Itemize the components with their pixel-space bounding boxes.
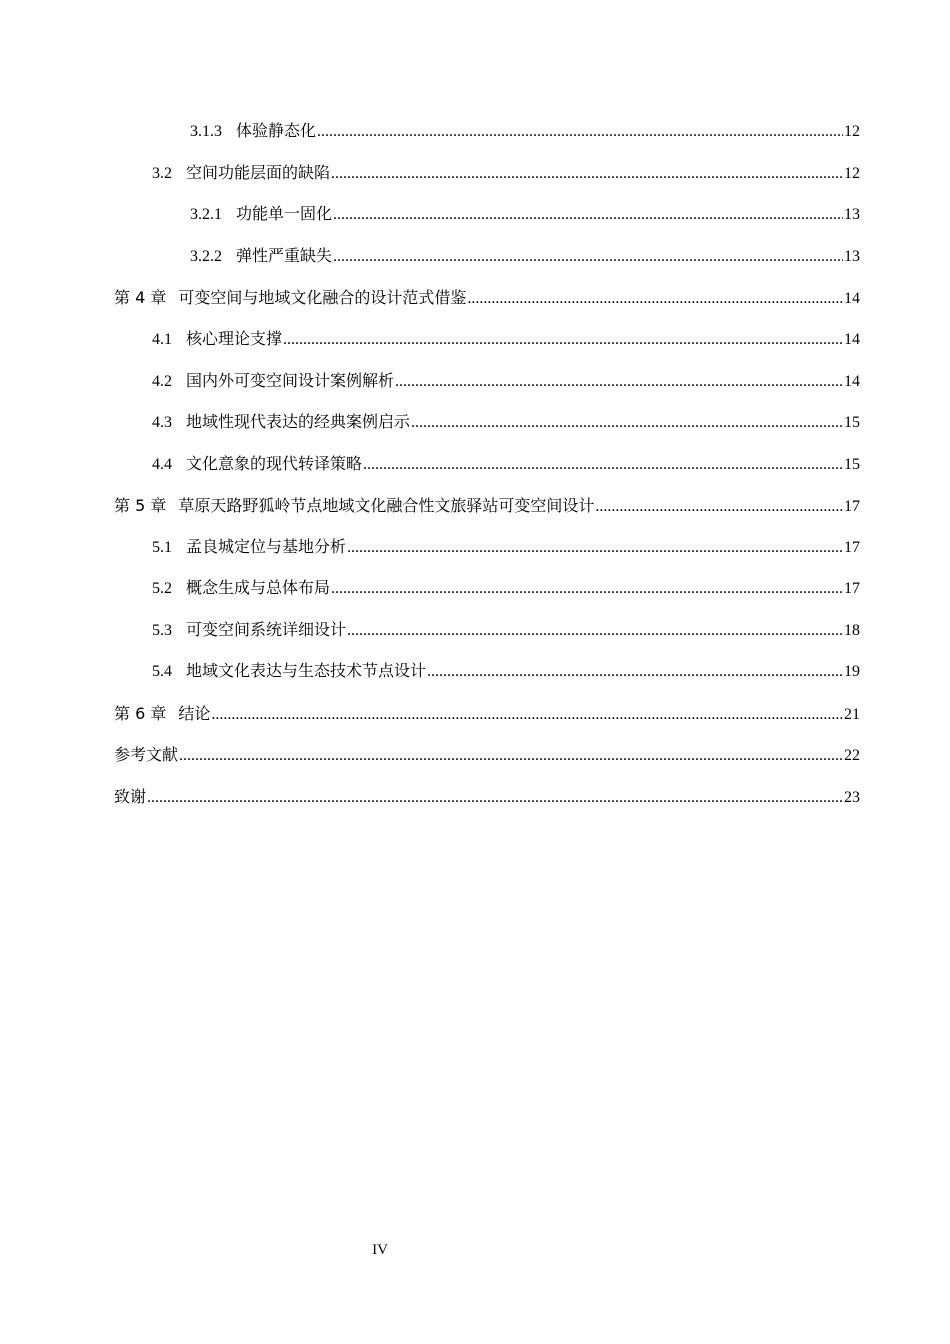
toc-entry-chapter-4[interactable]: [114, 286, 860, 310]
toc-entry-5-4[interactable]: [152, 660, 860, 684]
toc-entry-number: 3.1.3: [190, 123, 222, 140]
toc-entry-5-2[interactable]: [152, 577, 860, 601]
toc-entry-page: 21: [844, 706, 860, 723]
toc-entry-number: 4.1: [152, 331, 172, 348]
toc-dot-leader: [147, 786, 843, 810]
toc-entry-references[interactable]: [114, 743, 860, 767]
toc-entry-page: 23: [844, 789, 860, 806]
toc-entry-title: 可变空间系统详细设计: [186, 622, 347, 639]
toc-entry-number: 第 6 章: [114, 704, 167, 723]
toc-entry-page: 13: [844, 248, 860, 265]
toc-entry-page: 15: [844, 456, 860, 473]
toc-entry-page: 14: [844, 290, 860, 307]
toc-entry-title: 弹性严重缺失: [236, 248, 333, 265]
toc-entry-4-1[interactable]: [152, 328, 860, 352]
toc-entry-number: 3.2.2: [190, 248, 222, 265]
toc-entry-title: 致谢: [114, 787, 147, 806]
toc-entry-page: 14: [844, 331, 860, 348]
toc-entry-title: 地域性现代表达的经典案例启示: [186, 414, 411, 431]
toc-dot-leader: [427, 660, 843, 684]
toc-entry-title: 功能单一固化: [236, 206, 333, 223]
toc-entry-5-3[interactable]: [152, 619, 860, 643]
toc-entry-page: 13: [844, 206, 860, 223]
toc-entry-number: 5.4: [152, 663, 172, 680]
toc-entry-page: 19: [844, 663, 860, 680]
toc-entry-3-1-3[interactable]: [190, 120, 860, 144]
toc-entry-page: 22: [844, 747, 860, 764]
toc-entry-title: 文化意象的现代转译策略: [186, 456, 363, 473]
toc-dot-leader: [333, 245, 843, 269]
toc-dot-leader: [179, 744, 843, 768]
toc-entry-title: 草原天路野狐岭节点地域文化融合性文旅驿站可变空间设计: [178, 496, 595, 515]
toc-dot-leader: [395, 370, 843, 394]
page-number: IV: [372, 1242, 388, 1258]
toc-dot-leader: [363, 453, 843, 477]
toc-entry-page: 14: [844, 373, 860, 390]
toc-dot-leader: [211, 703, 843, 727]
toc-entry-number: 5.3: [152, 622, 172, 639]
toc-entry-3-2[interactable]: [152, 162, 860, 186]
toc-entry-title: 可变空间与地域文化融合的设计范式借鉴: [178, 288, 467, 307]
toc-entry-number: 第 5 章: [114, 496, 167, 515]
toc-entry-title: 地域文化表达与生态技术节点设计: [186, 663, 427, 680]
toc-entry-title: 孟良城定位与基地分析: [186, 539, 347, 556]
toc-dot-leader: [331, 162, 843, 186]
toc-entry-page: 12: [844, 165, 860, 182]
toc-entry-3-2-2[interactable]: [190, 245, 860, 269]
toc-entry-title: 空间功能层面的缺陷: [186, 165, 331, 182]
toc-entry-number: 4.4: [152, 456, 172, 473]
toc-entry-number: 4.2: [152, 373, 172, 390]
toc-entry-number: 5.2: [152, 580, 172, 597]
toc-entry-page: 15: [844, 414, 860, 431]
toc-entry-4-3[interactable]: [152, 411, 860, 435]
toc-entry-title: 结论: [178, 704, 211, 723]
toc-dot-leader: [283, 328, 843, 352]
toc-entry-title: 体验静态化: [236, 123, 317, 140]
toc-entry-number: 3.2: [152, 165, 172, 182]
toc-entry-number: 5.1: [152, 539, 172, 556]
toc-entry-number: 第 4 章: [114, 288, 167, 307]
toc-entry-4-4[interactable]: [152, 453, 860, 477]
toc-entry-4-2[interactable]: [152, 370, 860, 394]
toc-entry-title: 参考文献: [114, 745, 179, 764]
toc-dot-leader: [347, 536, 843, 560]
toc-entry-page: 12: [844, 123, 860, 140]
toc-entry-3-2-1[interactable]: [190, 203, 860, 227]
toc-entry-acknowledgements[interactable]: [114, 785, 860, 809]
toc-dot-leader: [467, 287, 843, 311]
toc-dot-leader: [411, 411, 843, 435]
toc-dot-leader: [333, 203, 843, 227]
toc-entry-page: 17: [844, 498, 860, 515]
toc-dot-leader: [317, 120, 843, 144]
toc-entry-page: 17: [844, 539, 860, 556]
toc-entry-number: 4.3: [152, 414, 172, 431]
toc-entry-page: 17: [844, 580, 860, 597]
toc-entry-chapter-5[interactable]: [114, 494, 860, 518]
toc-dot-leader: [331, 577, 843, 601]
toc-entry-title: 核心理论支撑: [186, 331, 283, 348]
toc-entry-number: 3.2.1: [190, 206, 222, 223]
toc-dot-leader: [595, 495, 843, 519]
toc-entry-title: 概念生成与总体布局: [186, 580, 331, 597]
toc-entry-chapter-6[interactable]: [114, 702, 860, 726]
toc-dot-leader: [347, 619, 843, 643]
toc-entry-5-1[interactable]: [152, 536, 860, 560]
toc-entry-title: 国内外可变空间设计案例解析: [186, 373, 395, 390]
toc-entry-page: 18: [844, 622, 860, 639]
